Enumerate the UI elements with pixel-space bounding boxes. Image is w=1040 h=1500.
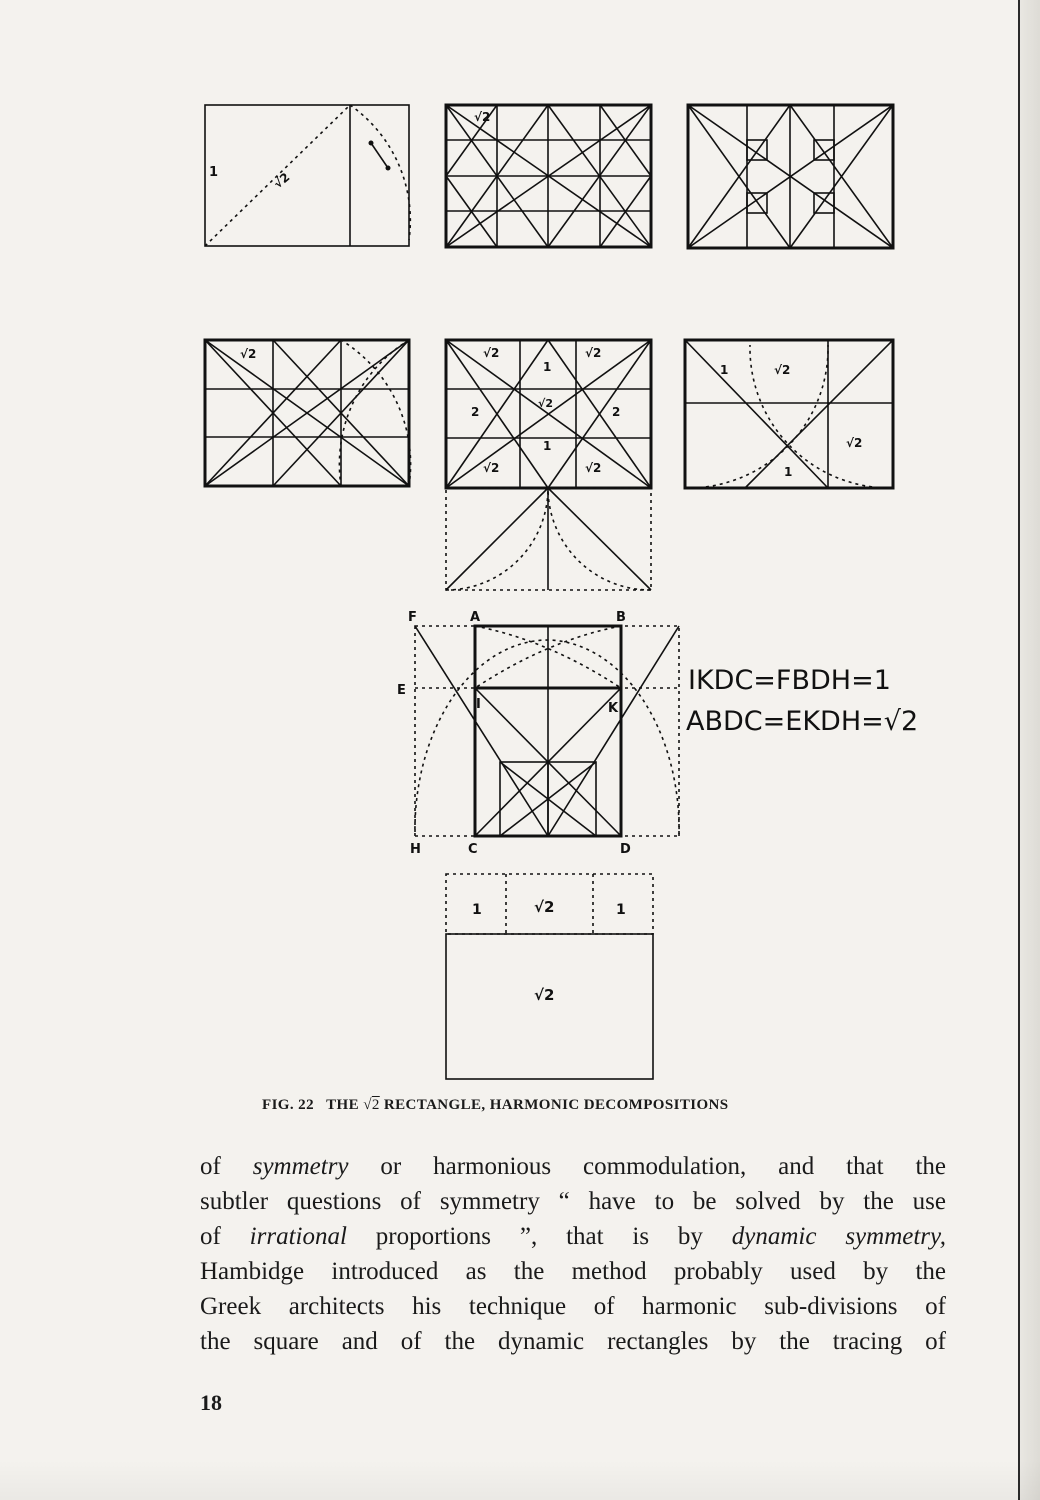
body-text-run: or harmonious commodulation, and that the	[348, 1153, 946, 1180]
label-H: H	[410, 842, 421, 857]
diagram-8-root2-rectangle	[446, 874, 653, 1079]
label-one: 1	[472, 902, 482, 918]
label-one: 1	[784, 465, 793, 479]
label-I: I	[476, 697, 481, 712]
body-line-4: Hambidge introduced as the method probably used by the	[200, 1258, 946, 1285]
body-line-2: subtler questions of symmetry “ have to be solved by the use	[200, 1188, 946, 1215]
label-one: 1	[543, 439, 552, 453]
label-one: 1	[720, 363, 729, 377]
figure-caption	[262, 1097, 902, 1114]
label-F: F	[408, 610, 417, 625]
body-emphasis: irrational	[249, 1223, 347, 1250]
diagram-3-star-squares	[688, 105, 893, 248]
body-line-1	[200, 1149, 946, 1184]
caption-radical-value: 2	[371, 1097, 380, 1113]
diagram-5-decomposition	[446, 340, 651, 590]
equation-abdc: ABDC=EKDH=√2	[686, 706, 919, 737]
body-emphasis: dynamic symmetry,	[731, 1223, 946, 1250]
label-one: 1	[543, 360, 552, 374]
diagram-7-lettered-construction	[397, 610, 918, 857]
label-one: 1	[616, 902, 626, 918]
caption-the: THE	[326, 1097, 360, 1113]
label-root2: √2	[240, 347, 257, 361]
equation-ikdc: IKDC=FBDH=1	[688, 665, 891, 696]
body-text-run: of	[200, 1223, 250, 1250]
label-root2: √2	[534, 986, 555, 1004]
page-number: 18	[200, 1390, 222, 1415]
body-line-5: Greek architects his technique of harmonic sub-divisions of	[200, 1293, 946, 1320]
label-root2: √2	[538, 397, 553, 410]
body-paragraph	[200, 1149, 946, 1359]
label-B: B	[616, 610, 626, 625]
body-line-6: the square and of the dynamic rectangles by the tracing of	[200, 1328, 946, 1355]
label-two: 2	[612, 405, 621, 419]
body-emphasis: symmetry	[252, 1153, 349, 1180]
label-root2: √2	[270, 169, 293, 192]
label-root2: √2	[483, 461, 500, 475]
body-text-run: of	[200, 1153, 253, 1180]
label-C: C	[468, 842, 478, 857]
label-root2: √2	[585, 346, 602, 360]
caption-title: RECTANGLE, HARMONIC DECOMPOSITIONS	[383, 1097, 729, 1113]
label-root2: √2	[774, 363, 791, 377]
diagram-2-star-grid	[446, 105, 651, 247]
diagram-1-construction	[205, 105, 410, 246]
label-A: A	[470, 610, 481, 625]
caption-radical: √2	[363, 1097, 380, 1113]
label-E: E	[397, 683, 406, 698]
diagram-6-square-arcs	[685, 340, 893, 488]
body-text-run: proportions ”, that is by	[346, 1223, 732, 1250]
label-root2: √2	[534, 898, 555, 916]
label-D: D	[620, 842, 631, 857]
label-root2: √2	[474, 110, 491, 124]
label-root2: √2	[585, 461, 602, 475]
label-one: 1	[209, 165, 219, 180]
body-line-3	[200, 1219, 946, 1254]
label-K: K	[608, 701, 619, 716]
label-root2: √2	[483, 346, 500, 360]
page-shadow	[0, 1460, 1040, 1500]
label-root2: √2	[846, 436, 863, 450]
label-two: 2	[471, 405, 480, 419]
caption-fig-number: FIG. 22	[262, 1097, 314, 1113]
diagram-4-grid-arcs	[205, 340, 411, 486]
